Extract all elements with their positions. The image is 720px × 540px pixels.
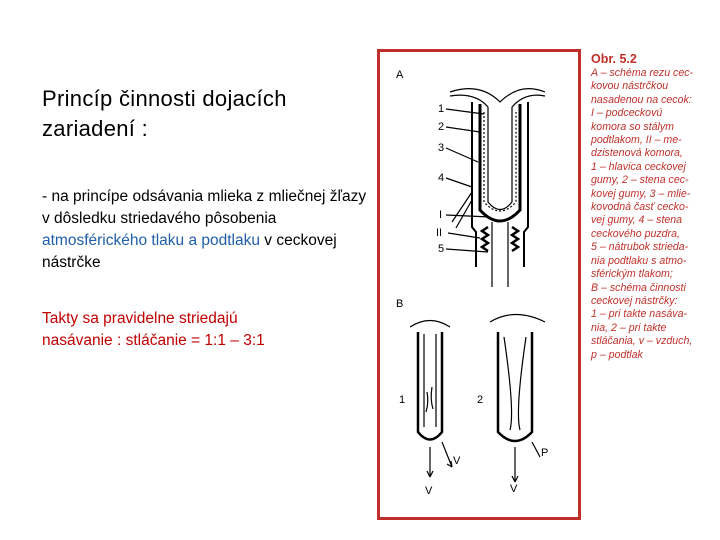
label-p: P	[541, 447, 549, 459]
label-a-5: 5	[438, 243, 445, 255]
cycle-line-1: Takty sa pravidelne striedajú	[42, 310, 238, 327]
teat-cup-cross-section	[446, 89, 545, 287]
label-b-1: 1	[399, 394, 406, 406]
figure-caption	[591, 52, 711, 362]
slide-title	[42, 84, 362, 144]
label-v-1: V	[425, 485, 433, 497]
teat-cup-figure	[377, 49, 581, 520]
cycle-line-2: nasávanie : stláčanie = 1:1 – 3:1	[42, 332, 265, 349]
label-a-3: 3	[438, 142, 445, 154]
caption-title: Obr. 5.2	[591, 52, 637, 66]
label-a-II: II	[436, 227, 443, 239]
cycle-ratio-note	[42, 308, 362, 352]
label-a-1: 1	[438, 103, 445, 115]
label-a-2: 2	[438, 121, 445, 133]
figure-label-a: A	[396, 69, 404, 81]
label-b-2: 2	[477, 394, 484, 406]
principle-description	[42, 186, 372, 274]
description-part-2: v ceckovej nástrčke	[42, 232, 337, 271]
label-v-3: V	[510, 483, 518, 495]
description-highlight: atmosférického tlaku a podtlaku	[42, 232, 260, 249]
figure-label-b: B	[396, 298, 404, 310]
teat-cup-diagram	[380, 52, 578, 517]
label-a-I: I	[439, 209, 443, 221]
title-line-2: zariadení :	[42, 116, 149, 141]
title-line-1: Princíp činnosti dojacích	[42, 86, 287, 111]
caption-body: A – schéma rezu cec- kovou nástrčkou nasadenou na cecok: I – podceckovú komora so stálym podtlakom, II – me- dzistenová komora, 1 – hlavica ceckovej gumy, 2 – stena cec- kovej gumy, 3 – mlie- kovodná časť cecko- vej gumy, 4 – stena ceckového puzdra, 5 – nátrubok strieda- nia podtlaku s atmo- sférickým tlakom; B – schéma činnosti ceckovej nástrčky: 1 – pri takte nasáva- nia, 2 – pri takte stláčania, v – vzduch, p – podtlak	[591, 67, 694, 361]
label-a-4: 4	[438, 172, 445, 184]
label-v-2: V	[453, 455, 461, 467]
description-part-1: - na princípe odsávania mlieka z mliečnej žľazy v dôsledku striedavého pôsobenia	[42, 188, 367, 227]
